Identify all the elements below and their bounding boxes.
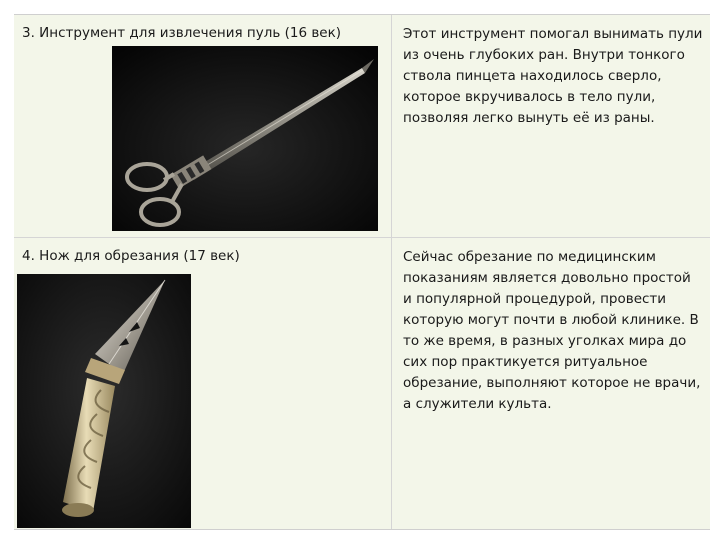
table-cell-description <box>391 238 711 529</box>
table-row <box>14 15 710 238</box>
table-row <box>14 238 710 529</box>
table-cell-title <box>14 238 391 529</box>
circumcision-knife-illustration <box>17 274 191 528</box>
bullet-extractor-illustration <box>112 46 378 231</box>
item-description: Этот инструмент помогал вынимать пули из очень глубоких ран. Внутри тонкого ствола пинцета находилось сверло, которое вкручивалось в тело пули, позволяя легко вынуть её из раны. <box>403 26 703 126</box>
content-table <box>14 14 710 530</box>
table-cell-title <box>14 15 391 237</box>
bullet-extractor-photo <box>112 46 378 231</box>
item-title: 3. Инструмент для извлечения пуль (16 век) <box>22 25 342 41</box>
circumcision-knife-photo <box>17 274 191 528</box>
item-title: 4. Нож для обрезания (17 век) <box>22 248 240 264</box>
item-description: Сейчас обрезание по медицинским показаниям является довольно простой и популярной процедурой, провести которую могут почти в любой клинике. В то же время, в разных уголках мира до сих пор практикуется ритуальное обрезание, выполняют которое не врачи, а служители культа. <box>403 249 701 412</box>
table-cell-description <box>391 15 711 237</box>
